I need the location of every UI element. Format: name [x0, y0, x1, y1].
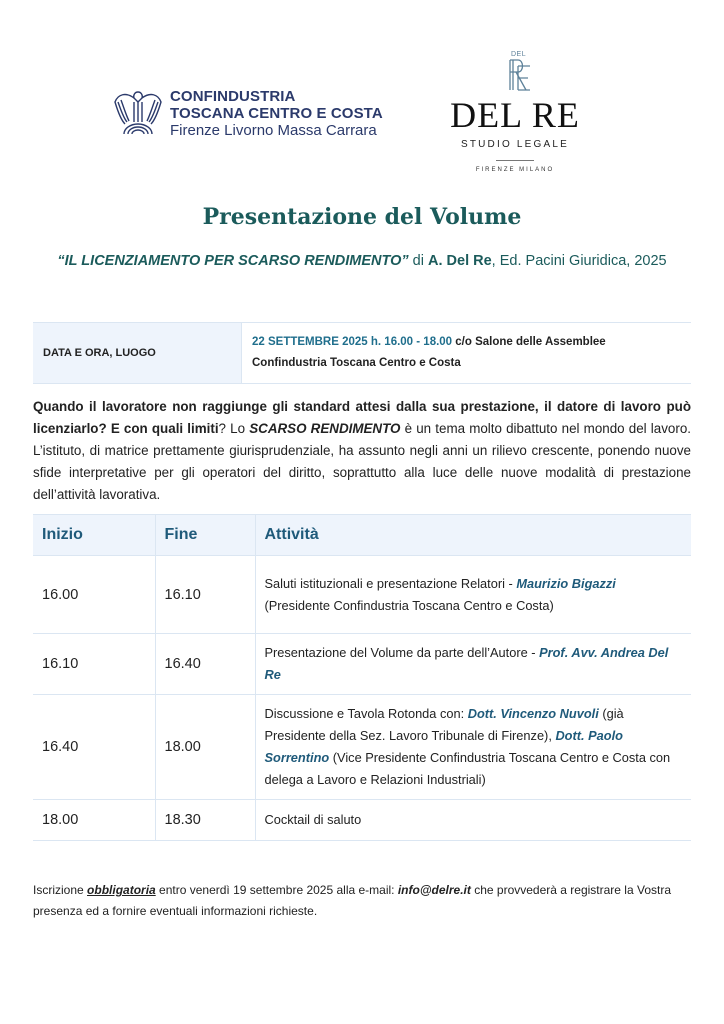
header-activity: Attività — [255, 515, 691, 556]
program-table — [33, 514, 691, 841]
header-end: Fine — [155, 515, 255, 556]
delre-small-text: DEL — [511, 51, 527, 58]
book-title: “IL LICENZIAMENTO PER SCARSO RENDIMENTO” — [57, 253, 409, 269]
intro-qmark: ? Lo — [218, 421, 250, 436]
row-end: 18.30 — [155, 800, 255, 841]
row-end: 18.00 — [155, 695, 255, 800]
activity-text: Discussione e Tavola Rotonda con: — [264, 706, 468, 721]
info-label: DATA E ORA, LUOGO — [33, 323, 242, 383]
mandatory-text: obbligatoria — [87, 883, 156, 897]
book-author: A. Del Re — [428, 253, 492, 269]
conf-line-3: Firenze Livorno Massa Carrara — [170, 122, 377, 139]
delre-logo — [450, 48, 580, 178]
info-value — [252, 332, 682, 374]
row-end: 16.40 — [155, 634, 255, 695]
table-row — [33, 800, 691, 841]
delre-subtitle: STUDIO LEGALE — [460, 139, 570, 150]
confindustria-text — [170, 88, 383, 139]
intro-emphasis: SCARSO RENDIMENTO — [249, 421, 401, 436]
book-publisher: , Ed. Pacini Giuridica, 2025 — [491, 253, 667, 269]
intro-paragraph — [33, 396, 691, 506]
table-row — [33, 556, 691, 634]
delre-name: DEL RE — [450, 95, 580, 135]
delre-divider — [496, 160, 534, 161]
speaker-name: Dott. Paolo Sorrentino — [264, 728, 623, 765]
event-place-2: Confindustria Toscana Centro e Costa — [252, 357, 461, 369]
header-start: Inizio — [33, 515, 155, 556]
activity-text: Saluti istituzionali e presentazione Relatori - — [264, 575, 517, 591]
table-row — [33, 695, 691, 800]
intro-rest: è un tema molto dibattuto nel mondo del lavoro. L’istituto, di matrice prettamente giurisprudenziale, ha assunto negli anni un rilievo crescente, ponendo nuove sfide interpretative per gli operatori del diritto, soprattutto alla luce delle nuove modalità di prestazione dell’attività lavorativa. — [33, 421, 691, 502]
activity-text: (Presidente Confindustria Toscana Centro e Costa) — [264, 597, 554, 613]
program-header-row — [33, 515, 691, 556]
row-end: 16.10 — [155, 556, 255, 634]
registration-note — [33, 880, 693, 922]
email-link[interactable]: info@delre.it — [397, 883, 471, 897]
book-subtitle — [0, 253, 724, 269]
event-place-1: c/o Salone delle Assemblee — [452, 336, 606, 348]
eagle-icon — [112, 86, 164, 138]
event-datetime: 22 SETTEMBRE 2025 h. 16.00 - 18.00 — [252, 336, 453, 348]
subtitle-di: di — [408, 253, 428, 269]
page-title: Presentazione del Volume — [202, 204, 522, 230]
row-activity — [255, 695, 691, 800]
conf-line-2: TOSCANA CENTRO E COSTA — [170, 105, 383, 122]
row-start: 16.40 — [33, 695, 155, 800]
delre-cities: FIRENZE MILANO — [475, 167, 555, 173]
footer-text: entro venerdì 19 settembre 2025 alla e-mail: — [155, 883, 398, 897]
row-start: 16.10 — [33, 634, 155, 695]
confindustria-logo — [112, 86, 412, 142]
footer-text: Iscrizione — [33, 883, 88, 897]
speaker-name: Maurizio Bigazzi — [516, 575, 616, 591]
conf-line-1: CONFINDUSTRIA — [170, 88, 296, 105]
table-row — [33, 634, 691, 695]
activity-text: (già Presidente della Sez. Lavoro Tribunale di Firenze), — [264, 706, 624, 743]
speaker-name: Dott. Vincenzo Nuvoli — [467, 706, 599, 721]
activity-text: Presentazione del Volume da parte dell’Autore - — [264, 645, 540, 660]
row-start: 18.00 — [33, 800, 155, 841]
speaker-name: Prof. Avv. Andrea Del Re — [264, 645, 669, 682]
event-info-table — [33, 322, 691, 384]
row-start: 16.00 — [33, 556, 155, 634]
row-activity — [255, 556, 691, 634]
footer-text: che provvederà a registrare la Vostra presenza ed a fornire eventuali informazioni richieste. — [33, 883, 671, 918]
delre-monogram-icon — [502, 58, 534, 92]
intro-question: Quando il lavoratore non raggiunge gli standard attesi dalla sua prestazione, il datore di lavoro può licenziarlo? E con quali limiti — [33, 399, 691, 436]
row-activity: Cocktail di saluto — [255, 800, 691, 841]
activity-text: (Vice Presidente Confindustria Toscana Centro e Costa con delega a Lavoro e Relazioni Industriali) — [264, 750, 671, 787]
row-activity — [255, 634, 691, 695]
